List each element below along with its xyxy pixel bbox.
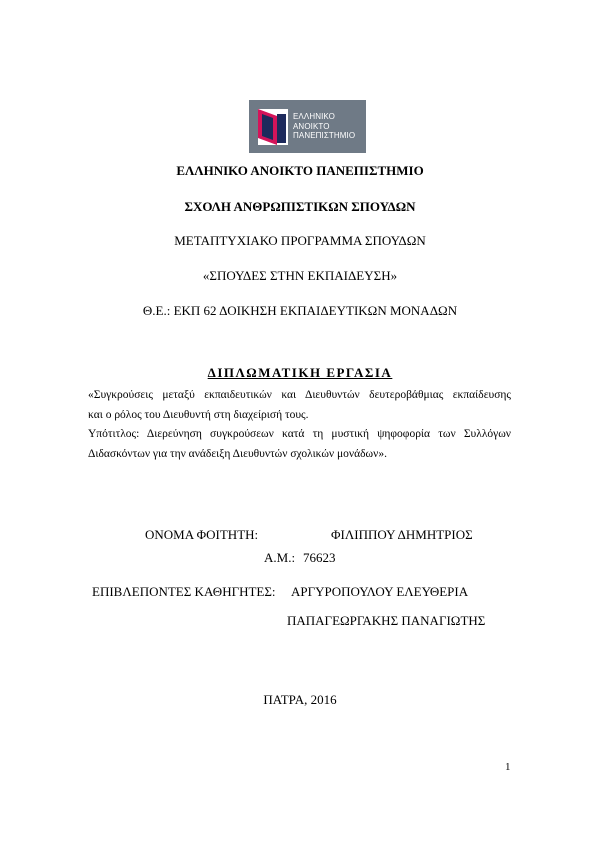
abstract-line: και ο ρόλος του Διευθυντή στη διαχείρισή τους. [88, 408, 309, 421]
place-date: ΠΑΤΡΑ, 2016 [263, 692, 337, 707]
student-id-label: Α.Μ.: [264, 550, 296, 565]
logo-line: ΠΑΝΕΠΙΣΤΗΜΙΟ [293, 131, 356, 140]
page-number: 1 [505, 761, 511, 773]
logo-wordmark [293, 112, 355, 141]
module-title: Θ.Ε.: ΕΚΠ 62 ΔΟΙΚΗΣΗ ΕΚΠΑΙΔΕΥΤΙΚΩΝ ΜΟΝΑΔΩΝ [142, 303, 458, 318]
program-title: ΜΕΤΑΠΤΥΧΙΑΚΟ ΠΡΟΓΡΑΜΜΑ ΣΠΟΥΔΩΝ [174, 233, 426, 248]
logo-line: ΑΝΟΙΚΤΟ [293, 121, 330, 131]
student-name: ΦΙΛΙΠΠΟΥ ΔΗΜΗΤΡΙΟΣ [331, 527, 473, 542]
student-label: ΟΝΟΜΑ ΦΟΙΤΗΤΗ: [145, 527, 259, 542]
university-logo [249, 100, 366, 153]
student-id: 76623 [303, 550, 336, 565]
program-name: «ΣΠΟΥΔΕΣ ΣΤΗΝ ΕΚΠΑΙΔΕΥΣΗ» [202, 268, 398, 283]
abstract-line: Υπότιτλος: Διερεύνηση συγκρούσεων κατά τη μυστική ψηφοφορία των Συλλόγων [88, 428, 511, 440]
supervisors-label: ΕΠΙΒΛΕΠΟΝΤΕΣ ΚΑΘΗΓΗΤΕΣ: [92, 584, 276, 599]
abstract-line: «Συγκρούσεις μεταξύ εκπαιδευτικών και Διευθυντών δευτεροβάθμιας εκπαίδευσης [88, 389, 511, 401]
supervisor-name: ΑΡΓΥΡΟΠΟΥΛΟΥ ΕΛΕΥΘΕΡΙΑ [291, 584, 469, 599]
thesis-heading: ΔΙΠΛΩΜΑΤΙΚΗ ΕΡΓΑΣΙΑ [207, 365, 393, 380]
school-name: ΣΧΟΛΗ ΑΝΘΡΩΠΙΣΤΙΚΩΝ ΣΠΟΥΔΩΝ [184, 199, 416, 214]
open-book-icon [257, 108, 289, 146]
supervisor-name: ΠΑΠΑΓΕΩΡΓΑΚΗΣ ΠΑΝΑΓΙΩΤΗΣ [287, 613, 486, 628]
logo-line: ΕΛΛΗΝΙΚΟ [293, 112, 335, 121]
university-name: ΕΛΛΗΝΙΚΟ ΑΝΟΙΚΤΟ ΠΑΝΕΠΙΣΤΗΜΙΟ [176, 163, 424, 178]
abstract-line: Διδασκόντων για την ανάδειξη Διευθυντών σχολικών μονάδων». [88, 447, 387, 460]
thesis-abstract [88, 386, 511, 464]
